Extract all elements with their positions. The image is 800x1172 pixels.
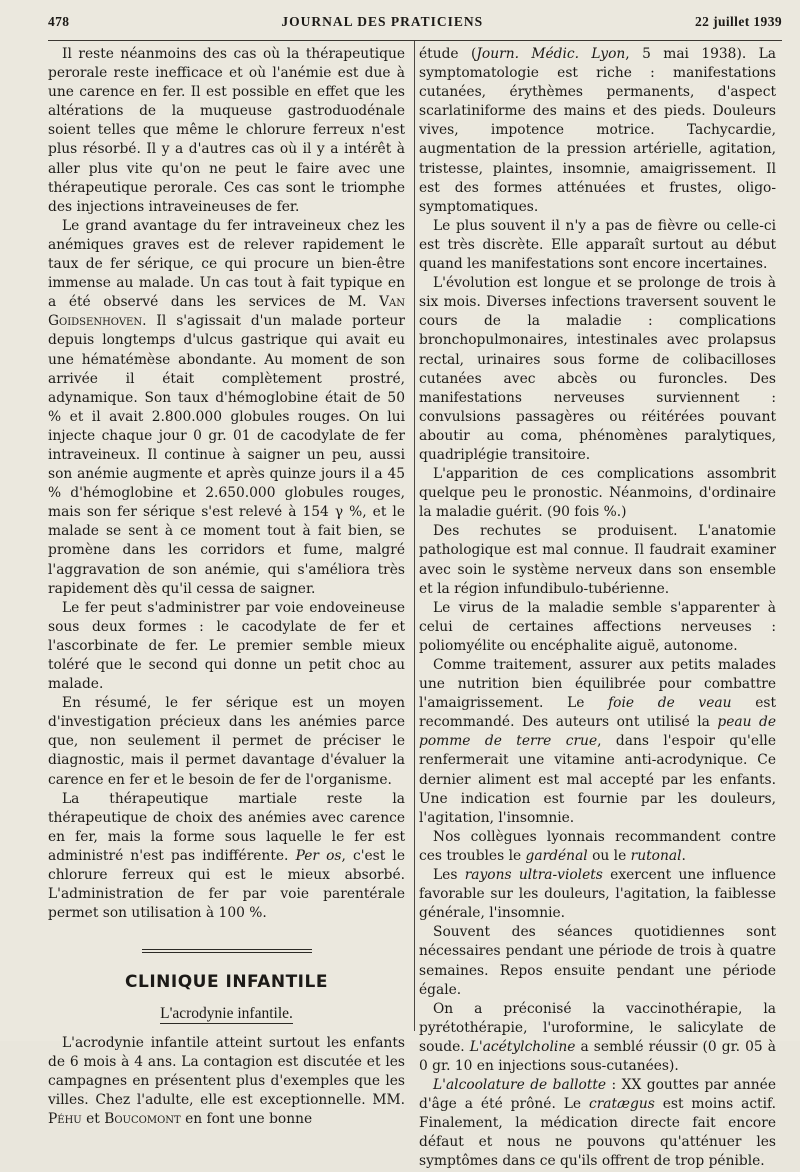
paragraph: étude (Journ. Médic. Lyon, 5 mai 1938). La symptomatologie est riche : manifestations cutanées, érythèmes permanents, d'aspect scarlatiniforme des mains et des pieds. Douleurs vives, impotence motrice. Tachycardie, augmentation de la pression artérielle, agitation, tristesse, plaintes, insomnie, amaigrissement. Il est des formes atténuées et frustes, oligo-symptomatiques. [419, 46, 776, 215]
paragraph: Souvent des séances quotidiennes sont nécessaires pendant une période de trois à quatre semaines. Repos ensuite pendant une période égale. [419, 924, 776, 998]
paragraph: L'alcoolature de ballotte : XX gouttes par année d'âge a été prôné. Le cratægus est moins actif. Finalement, la médication directe fait encore défaut et nous ne pouvons qu'atténuer les symptômes dans ce qu'ils offrent de trop pénible. [419, 1077, 777, 1170]
paragraph: Des rechutes se produisent. L'anatomie pathologique est mal connue. Il faudrait examiner avec soin le système nerveux dans son ensemble et la région infundibulo-tubérienne. [419, 523, 776, 597]
article-columns [48, 41, 782, 1172]
paragraph: On a préconisé la vaccinothérapie, la pyrétothérapie, l'uroformine, le salicylate de soude. L'acétylcholine a semblé réussir (0 gr. 05 à 0 gr. 10 en injections sous-cutanées). [419, 1000, 776, 1074]
paragraph: La thérapeutique martiale reste la thérapeutique de choix des anémies avec carence en fer, mais la forme sous laquelle le fer est administré n'est pas indifférente. Per os, c'est le chlorure ferreux qui est le mieux absorbé. L'administration de fer par voie parentérale permet son utilisation à 100 %. [48, 790, 406, 922]
left-column [48, 41, 405, 1172]
issue-date: 22 juillet 1939 [695, 14, 782, 29]
paragraph: Le fer peut s'administrer par voie endoveineuse sous deux formes : le cacodylate de fer et l'ascorbinate de fer. Le premier semble mieux toléré que le second qui donne un petit choc au malade. [48, 599, 405, 693]
author-name: Boucomont [104, 1110, 181, 1127]
paragraph: Les rayons ultra-violets exercent une influence favorable sur les douleurs, l'agitation, la faiblesse générale, l'insomnie. [419, 867, 776, 922]
article-subtitle: L'acrodynie infantile. [160, 1005, 293, 1023]
paragraph: Le grand avantage du fer intraveineux chez les anémiques graves est de relever rapidement le taux de fer sérique, ce qui procure un bien-être immense au malade. Un cas tout à fait typique en a été observé dans les services de M. Van Goidsenhoven. Il s'agissait d'un malade porteur depuis longtemps d'ulcus gastrique qui avait eu une hématémèse abondante. Au moment de son arrivée il était complètement prostré, adynamique. Son taux d'hémoglobine était de 50 % et il avait 2.800.000 globules rouges. On lui injecte chaque jour 0 gr. 01 de cacodylate de fer intraveineux. Il continue à saigner un peu, aussi son anémie augmente et après quinze jours il a 45 % d'hémoglobine et 2.650.000 globules rouges, mais son fer sérique s'est relevé à 154 γ %, et le malade se sent à ce moment tout à fait bien, se promène dans les corridors et fume, malgré l'aggravation de son anémie, qui s'améliora très rapidement dès qu'il cessa de saigner. [48, 217, 405, 597]
author-name: Van Goidsenhoven [48, 294, 405, 330]
paragraph: Le plus souvent il n'y a pas de fièvre ou celle-ci est très discrète. Elle apparaît surtout au début quand les manifestations sont encore incertaines. [419, 217, 776, 273]
author-name: Péhu [48, 1110, 82, 1127]
paragraph: Il reste néanmoins des cas où la thérapeutique perorale reste inefficace et où l'anémie est due à une carence en fer. Il est possible en effet que les altérations de la muqueuse gastroduodénale soient telles que même le chlorure ferreux n'est plus résorbé. Il y a d'autres cas où il y a intérêt à aller plus vite qu'on ne peut le faire avec une thérapeutique perorale. Ces cas sont le triomphe des injections intraveineuses de fer. [48, 46, 405, 215]
paragraph: Le virus de la maladie semble s'apparenter à celui de certaines affections nerveuses : poliomyélite ou encéphalite aiguë, autonome. [419, 599, 776, 654]
section-title: CLINIQUE INFANTILE [125, 972, 328, 993]
page-number: 478 [48, 14, 70, 29]
paragraph: Comme traitement, assurer aux petits malades une nutrition bien équilibrée pour combattre l'amaigrissement. Le foie de veau est recommandé. Des auteurs ont utilisé la peau de pomme de terre crue, dans l'espoir qu'elle renfermerait une vitamine anti-acrodynique. Ce dernier aliment est mal accepté par les enfants. Une indication est fournie par les douleurs, l'agitation, l'insomnie. [419, 657, 776, 826]
paragraph: L'apparition de ces complications assombrit quelque peu le pronostic. Néanmoins, d'ordinaire la maladie guérit. (90 fois %.) [419, 466, 776, 521]
paragraph: L'acrodynie infantile atteint surtout les enfants de 6 mois à 4 ans. La contagion est discutée et les campagnes en présentent plus d'exemples que les villes. Chez l'adulte, elle est exceptionnelle. MM. Péhu et Boucomont en font une bonne [48, 1034, 405, 1127]
journal-title: JOURNAL DES PRATICIENS [281, 14, 484, 29]
paragraph: En résumé, le fer sérique est un moyen d'investigation précieux dans les anémies parce que, non seulement il permet de préciser le diagnostic, mais il permet davantage d'évaluer la carence en fer et le besoin de fer de l'organisme. [48, 695, 405, 788]
right-column [419, 41, 776, 1172]
paragraph: Nos collègues lyonnais recommandent contre ces troubles le gardénal ou le rutonal. [419, 828, 776, 864]
section-separator [142, 949, 312, 953]
paragraph: L'évolution est longue et se prolonge de trois à six mois. Diverses infections traversent souvent le cours de la maladie : complications bronchopulmonaires, intestinales avec prolapsus rectal, urinaires sous forme de colibacilloses cutanées avec abcès ou furoncles. Des manifestations nerveuses surviennent : convulsions passagères ou réitérées pouvant aboutir au coma, phénomènes paralytiques, quadriplégie transitoire. [419, 275, 776, 463]
column-divider [414, 41, 415, 1031]
page-header [48, 14, 782, 36]
